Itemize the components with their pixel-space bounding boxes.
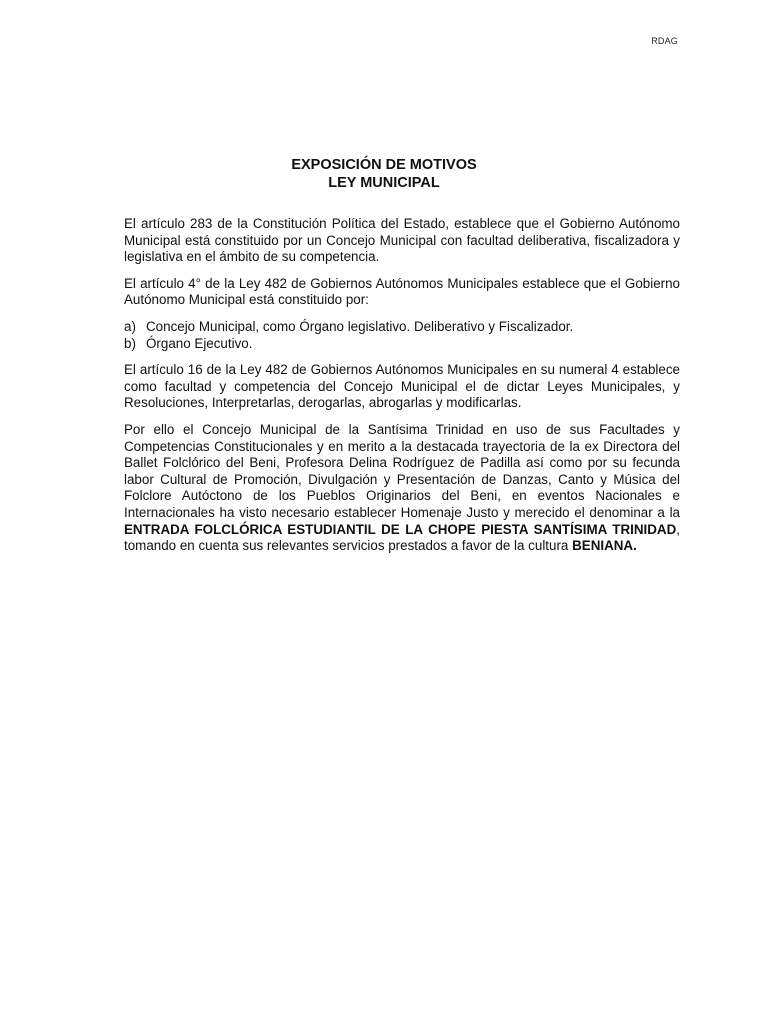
paragraph-1: El artículo 283 de la Constitución Política del Estado, establece que el Gobierno Autónomo Municipal está constituido por un Concejo Municipal con facultad deliberativa, fiscalizadora y legislativa en el ámbito de su competencia. bbox=[124, 216, 680, 265]
list-marker: a) bbox=[124, 318, 136, 334]
paragraph-4-bold-culture: BENIANA. bbox=[572, 538, 637, 554]
list-marker: b) bbox=[124, 335, 136, 351]
header-initials: RDAG bbox=[651, 36, 678, 46]
document-title bbox=[0, 156, 768, 192]
list-item-text: Concejo Municipal, como Órgano legislativo. Deliberativo y Fiscalizador. bbox=[146, 318, 574, 334]
paragraph-2: El artículo 4° de la Ley 482 de Gobiernos Autónomos Municipales establece que el Gobierno Autónomo Municipal está constituido por: bbox=[124, 275, 680, 308]
paragraph-4-text-a: Por ello el Concejo Municipal de la Santísima Trinidad en uso de sus Facultades y Competencias Constitucionales y en merito a la destacada trayectoria de la ex Directora del Ballet Folclórico del Beni, Profesora Delina Rodríguez de Padilla así como por su fecunda labor Cultural de Promoción, Divulgación y Presentación de Danzas, Canto y Música del Folclore Autóctono de los Pueblos Originarios del Beni, en eventos Nacionales e Internacionales ha visto necesario establecer Homenaje Justo y merecido el denominar a la bbox=[124, 421, 680, 520]
list-item bbox=[124, 336, 680, 353]
paragraph-4 bbox=[124, 422, 680, 555]
list-item bbox=[124, 319, 680, 336]
title-line-2: LEY MUNICIPAL bbox=[328, 175, 440, 191]
paragraph-4-text-b: , tomando en cuenta sus relevantes servicios prestados a favor de la cultura bbox=[124, 521, 680, 554]
document-body bbox=[124, 216, 680, 565]
title-line-1: EXPOSICIÓN DE MOTIVOS bbox=[291, 157, 477, 173]
paragraph-4-bold-name: ENTRADA FOLCLÓRICA ESTUDIANTIL DE LA CHOPE PIESTA SANTÍSIMA TRINIDAD bbox=[124, 521, 677, 537]
organ-list bbox=[124, 319, 680, 352]
list-item-text: Órgano Ejecutivo. bbox=[146, 335, 253, 351]
paragraph-3: El artículo 16 de la Ley 482 de Gobiernos Autónomos Municipales en su numeral 4 establece como facultad y competencia del Concejo Municipal el de dictar Leyes Municipales, y Resoluciones, Interpretarlas, derogarlas, abrogarlas y modificarlas. bbox=[124, 362, 680, 411]
